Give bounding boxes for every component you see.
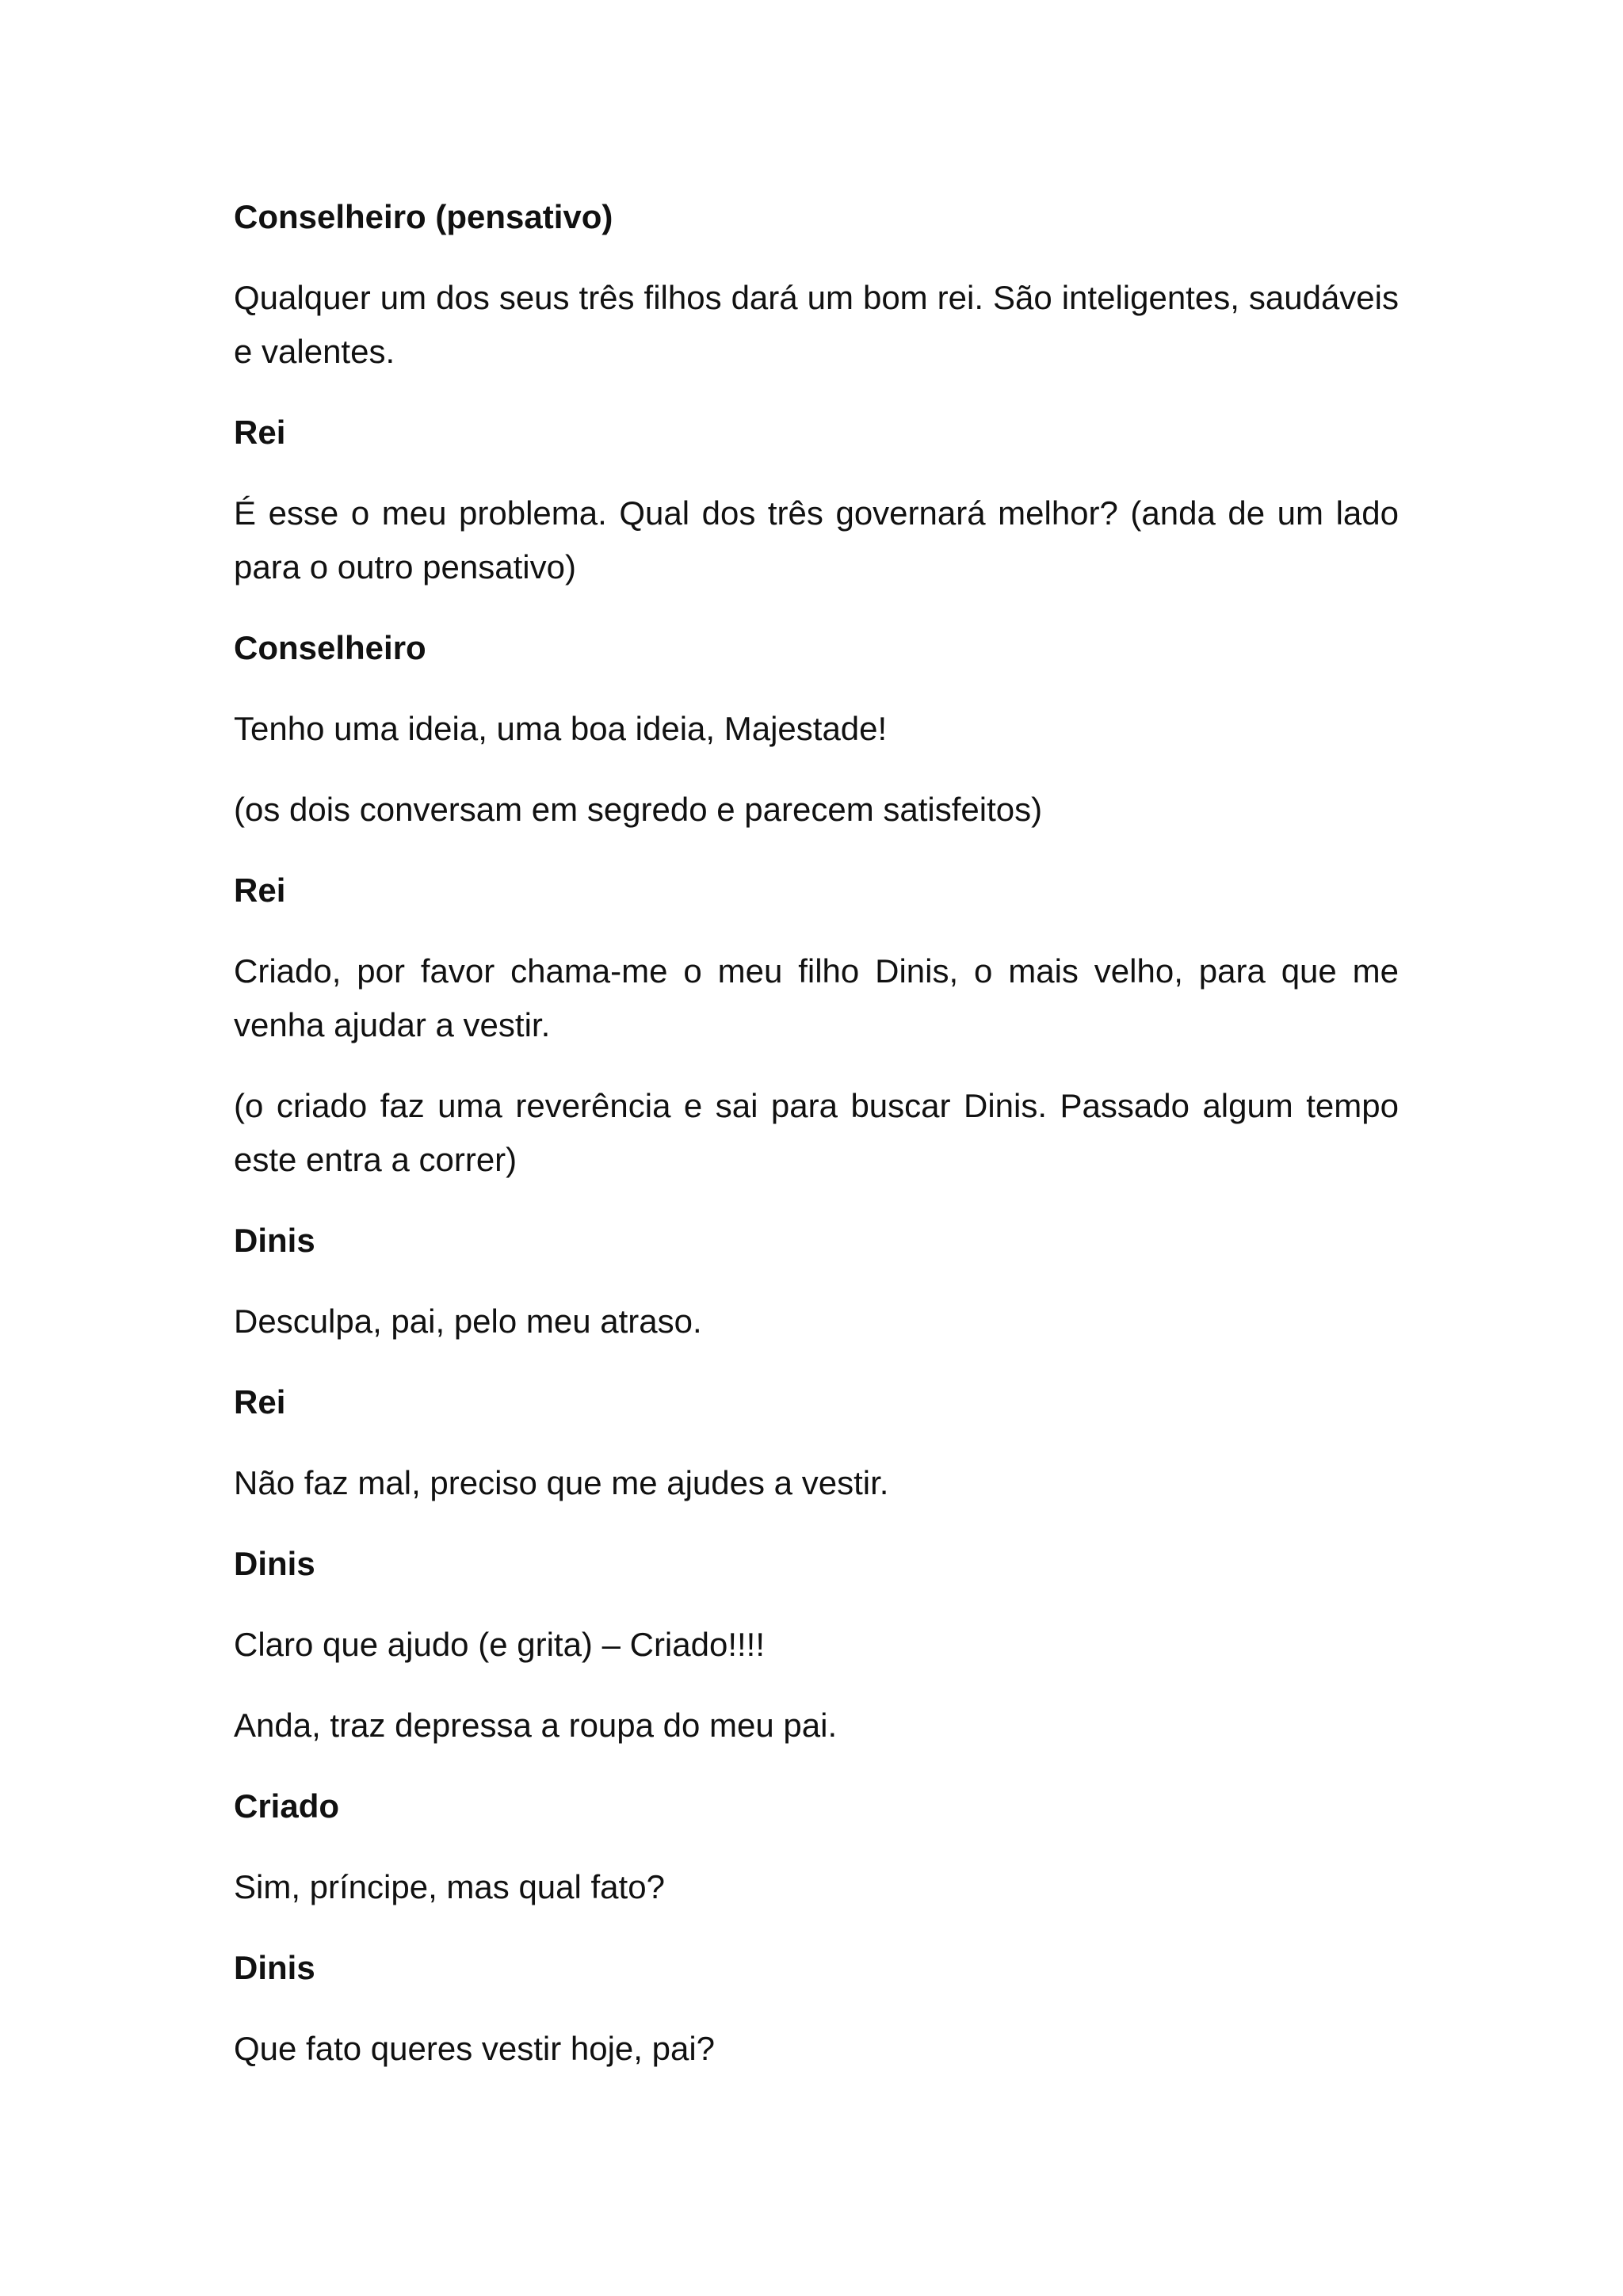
dialogue-line: Qualquer um dos seus três filhos dará um bom rei. São inteligentes, saudáveis e valentes. (234, 279, 1399, 370)
dialogue-line: Não faz mal, preciso que me ajudes a vestir. (234, 1464, 889, 1501)
dialogue-line: Sim, príncipe, mas qual fato? (234, 1868, 665, 1905)
stage-direction: (os dois conversam em segredo e parecem satisfeitos) (234, 791, 1043, 828)
speaker-name: Dinis (234, 1222, 315, 1259)
speaker-name: Conselheiro (pensativo) (234, 198, 613, 235)
speaker-name: Conselheiro (234, 629, 426, 666)
stage-direction: (o criado faz uma reverência e sai para buscar Dinis. Passado algum tempo este entra a correr) (234, 1087, 1399, 1178)
speaker-name: Criado (234, 1787, 340, 1825)
dialogue-line: Desculpa, pai, pelo meu atraso. (234, 1302, 702, 1340)
dialogue-line: É esse o meu problema. Qual dos três governará melhor? (anda de um lado para o outro pensativo) (234, 494, 1399, 585)
dialogue-line: Tenho uma ideia, uma boa ideia, Majestade! (234, 710, 888, 747)
speaker-name: Rei (234, 414, 286, 451)
dialogue-line: Claro que ajudo (e grita) – Criado!!!! (234, 1626, 766, 1663)
dialogue-line: Criado, por favor chama-me o meu filho Dinis, o mais velho, para que me venha ajudar a vestir. (234, 952, 1399, 1043)
speaker-name: Rei (234, 1383, 286, 1421)
speaker-name: Rei (234, 871, 286, 909)
script-text (234, 190, 1399, 2103)
dialogue-line: Que fato queres vestir hoje, pai? (234, 2030, 716, 2067)
speaker-name: Dinis (234, 1949, 315, 1986)
speaker-name: Dinis (234, 1545, 315, 1582)
dialogue-line: Anda, traz depressa a roupa do meu pai. (234, 1707, 838, 1744)
